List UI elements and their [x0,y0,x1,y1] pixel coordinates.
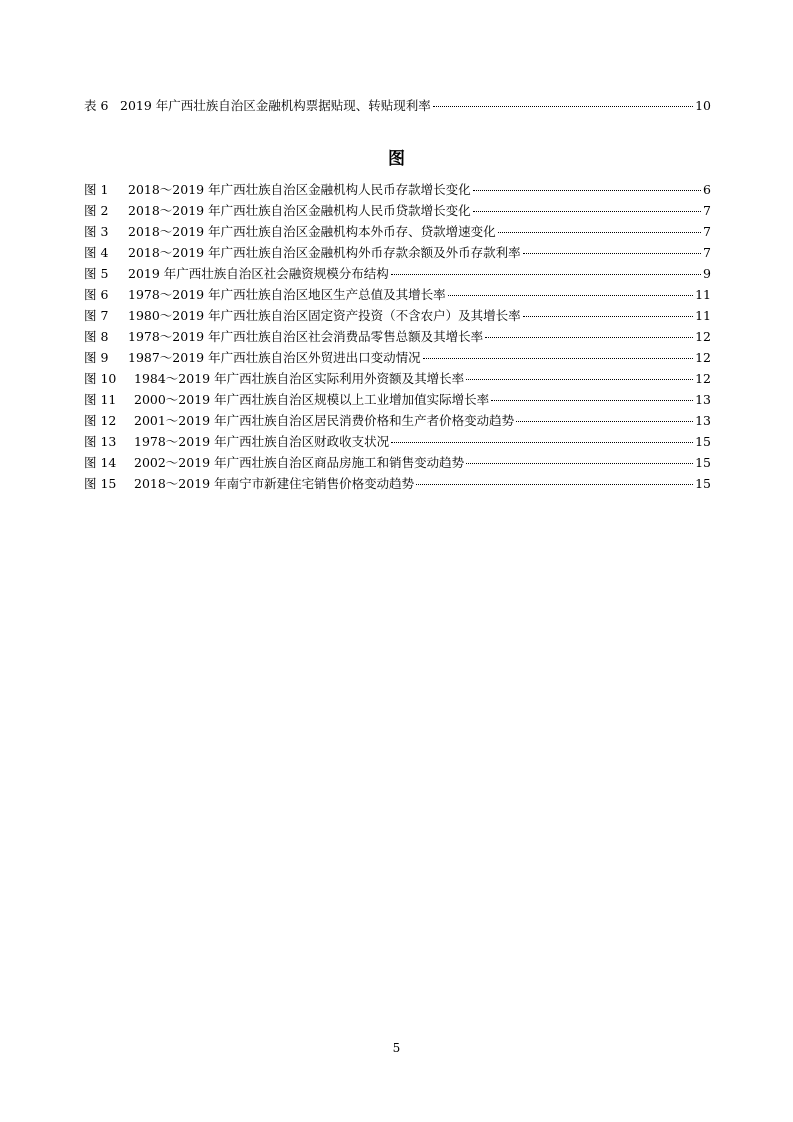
toc-entry-page: 11 [695,308,711,323]
toc-entry-label: 图 4 [84,245,109,260]
toc-entry-page: 7 [703,203,711,218]
dot-leader [433,106,693,107]
dot-leader [473,211,701,212]
toc-entry-figure[interactable] [84,201,711,221]
dot-leader [466,379,693,380]
toc-entry-label: 图 10 [84,371,117,386]
page-number: 5 [392,1041,401,1055]
toc-entry-figure[interactable] [84,453,711,473]
toc-entry-label: 图 11 [84,392,117,407]
toc-entry-page: 12 [695,350,711,365]
toc-entry-title: 2018～2019 年广西壮族自治区金融机构外币存款余额及外币存款利率 [128,245,521,260]
dot-leader [498,232,701,233]
toc-entry-page: 12 [695,329,711,344]
toc-entry-label: 图 5 [84,266,109,281]
toc-entry-figure[interactable] [84,411,711,431]
toc-entry-label: 图 9 [84,350,109,365]
dot-leader [391,442,693,443]
toc-entry-title: 2018～2019 年广西壮族自治区金融机构人民币贷款增长变化 [128,203,471,218]
toc-entry-label: 表 6 [84,98,109,113]
toc-entry-page: 7 [703,245,711,260]
toc-entry-figure[interactable] [84,180,711,200]
toc-entry-table-6[interactable] [84,96,711,116]
toc-entry-label: 图 15 [84,476,117,491]
toc-entry-title: 2019 年广西壮族自治区金融机构票据贴现、转贴现利率 [120,98,431,113]
toc-entry-title: 2000～2019 年广西壮族自治区规模以上工业增加值实际增长率 [134,392,490,407]
toc-entry-title: 1980～2019 年广西壮族自治区固定资产投资（不含农户）及其增长率 [128,308,521,323]
toc-entry-page: 15 [695,455,711,470]
dot-leader [516,421,693,422]
toc-entry-title: 2018～2019 年南宁市新建住宅销售价格变动趋势 [134,476,415,491]
toc-entry-page: 11 [695,287,711,302]
toc-entry-page: 10 [695,98,711,113]
dot-leader [466,463,693,464]
dot-leader [473,190,701,191]
dot-leader [423,358,693,359]
toc-entry-label: 图 7 [84,308,109,323]
toc-entry-label: 图 1 [84,182,109,197]
toc-entry-label: 图 8 [84,329,109,344]
toc-entry-title: 1984～2019 年广西壮族自治区实际利用外资额及其增长率 [134,371,465,386]
toc-entry-figure[interactable] [84,369,711,389]
toc-entry-label: 图 2 [84,203,109,218]
toc-entry-page: 12 [695,371,711,386]
toc-entry-page: 13 [695,413,711,428]
toc-entry-title: 1987～2019 年广西壮族自治区外贸进出口变动情况 [128,350,421,365]
dot-leader [416,484,693,485]
toc-entry-label: 图 14 [84,455,117,470]
toc-entry-figure[interactable] [84,327,711,347]
toc-entry-label: 图 3 [84,224,109,239]
figures-section-heading: 图 [388,149,405,169]
toc-entry-title: 1978～2019 年广西壮族自治区社会消费品零售总额及其增长率 [128,329,484,344]
toc-entry-figure[interactable] [84,348,711,368]
toc-entry-page: 7 [703,224,711,239]
dot-leader [523,253,701,254]
toc-entry-title: 1978～2019 年广西壮族自治区财政收支状况 [134,434,390,449]
dot-leader [448,295,693,296]
toc-entry-title: 2019 年广西壮族自治区社会融资规模分布结构 [128,266,389,281]
toc-entry-figure[interactable] [84,222,711,242]
toc-entry-figure[interactable] [84,285,711,305]
toc-entry-label: 图 13 [84,434,117,449]
toc-entry-page: 9 [703,266,711,281]
toc-entry-page: 6 [703,182,711,197]
toc-entry-title: 2002～2019 年广西壮族自治区商品房施工和销售变动趋势 [134,455,465,470]
toc-entry-page: 13 [695,392,711,407]
toc-entry-figure[interactable] [84,243,711,263]
toc-entry-figure[interactable] [84,264,711,284]
dot-leader [391,274,701,275]
dot-leader [523,316,693,317]
toc-entry-title: 1978～2019 年广西壮族自治区地区生产总值及其增长率 [128,287,446,302]
toc-entry-page: 15 [695,434,711,449]
toc-entry-title: 2001～2019 年广西壮族自治区居民消费价格和生产者价格变动趋势 [134,413,515,428]
toc-entry-figure[interactable] [84,306,711,326]
toc-entry-title: 2018～2019 年广西壮族自治区金融机构本外币存、贷款增速变化 [128,224,496,239]
toc-entry-title: 2018～2019 年广西壮族自治区金融机构人民币存款增长变化 [128,182,471,197]
dot-leader [491,400,693,401]
toc-entry-page: 15 [695,476,711,491]
dot-leader [485,337,693,338]
toc-entry-figure[interactable] [84,390,711,410]
toc-entry-figure[interactable] [84,432,711,452]
toc-entry-figure[interactable] [84,474,711,494]
toc-entry-label: 图 12 [84,413,117,428]
toc-entry-label: 图 6 [84,287,109,302]
